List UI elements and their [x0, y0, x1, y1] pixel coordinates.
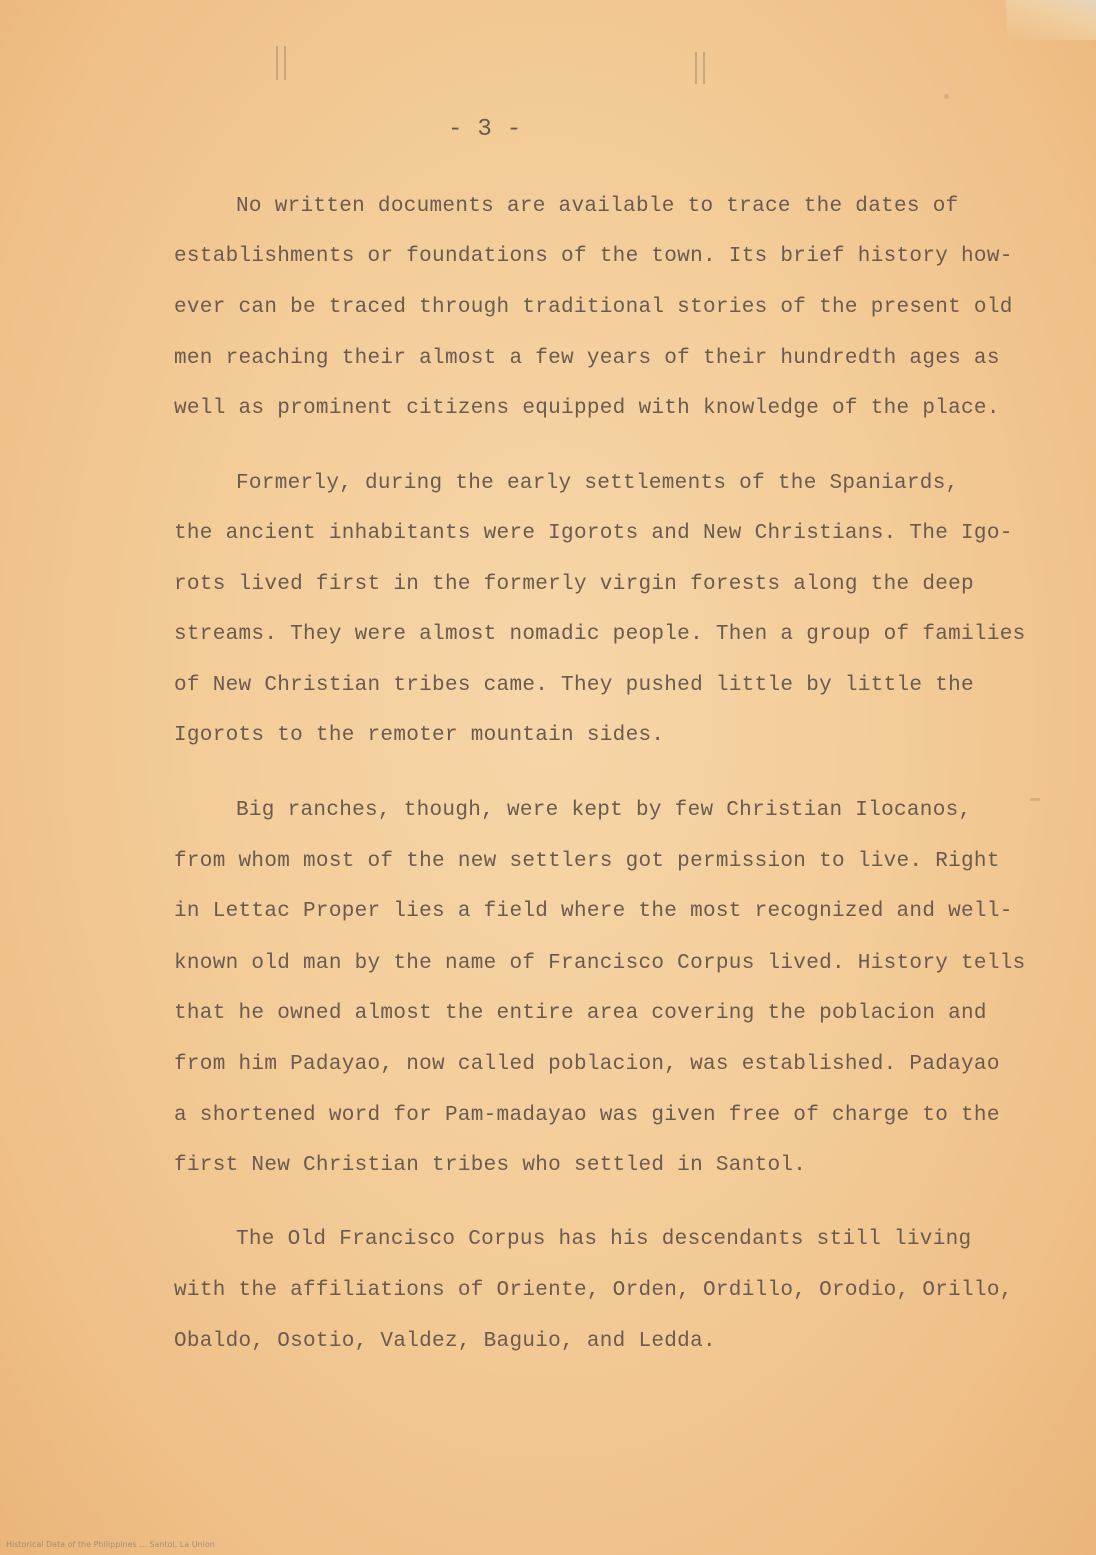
paragraph-2-line-1: Formerly, during the early settlements of the Spaniards, [236, 472, 959, 495]
paragraph-3-line-5: that he owned almost the entire area covering the poblacion and [174, 1002, 987, 1025]
paragraph-1-line-1: No written documents are available to trace the dates of [236, 195, 959, 218]
paragraph-2-line-6: Igorots to the remoter mountain sides. [174, 724, 665, 747]
paper-speck [944, 94, 949, 99]
paragraph-1-line-5: well as prominent citizens equipped with knowledge of the place. [174, 397, 1000, 420]
paragraph-1-line-3: ever can be traced through traditional stories of the present old [174, 296, 1013, 319]
paragraph-2-line-4: streams. They were almost nomadic people. Then a group of families [174, 623, 1026, 646]
folded-corner [1006, 0, 1096, 40]
paragraph-3-line-4: known old man by the name of Francisco Corpus lived. History tells [174, 952, 1026, 975]
paragraph-1-line-2: establishments or foundations of the town. Its brief history how- [174, 245, 1013, 268]
paragraph-4-line-2: with the affiliations of Oriente, Orden, Ordillo, Orodio, Orillo, [174, 1279, 1013, 1302]
paragraph-4-line-1: The Old Francisco Corpus has his descendants still living [236, 1228, 972, 1251]
paragraph-2-line-3: rots lived first in the formerly virgin forests along the deep [174, 573, 974, 596]
paragraph-3-line-7: a shortened word for Pam-madayao was given free of charge to the [174, 1104, 1000, 1127]
scan-footer-note: Historical Data of the Philippines ... Santol, La Union [6, 1540, 215, 1549]
staple-mark-right [695, 52, 705, 84]
page-number: - 3 - [448, 116, 522, 143]
paragraph-2-line-5: of New Christian tribes came. They pushed little by little the [174, 674, 974, 697]
paragraph-3-line-6: from him Padayao, now called poblacion, was established. Padayao [174, 1053, 1000, 1076]
paragraph-4-line-3: Obaldo, Osotio, Valdez, Baguio, and Ledda. [174, 1330, 716, 1353]
staple-mark-left [276, 46, 286, 80]
paper-speck [1030, 798, 1040, 801]
paragraph-3-line-8: first New Christian tribes who settled in Santol. [174, 1154, 807, 1177]
paragraph-1-line-4: men reaching their almost a few years of their hundredth ages as [174, 347, 1000, 370]
paragraph-3-line-2: from whom most of the new settlers got permission to live. Right [174, 850, 1000, 873]
paragraph-2-line-2: the ancient inhabitants were Igorots and New Christians. The Igo- [174, 522, 1013, 545]
paragraph-3-line-3: in Lettac Proper lies a field where the most recognized and well- [174, 900, 1013, 923]
paragraph-3-line-1: Big ranches, though, were kept by few Christian Ilocanos, [236, 799, 972, 822]
